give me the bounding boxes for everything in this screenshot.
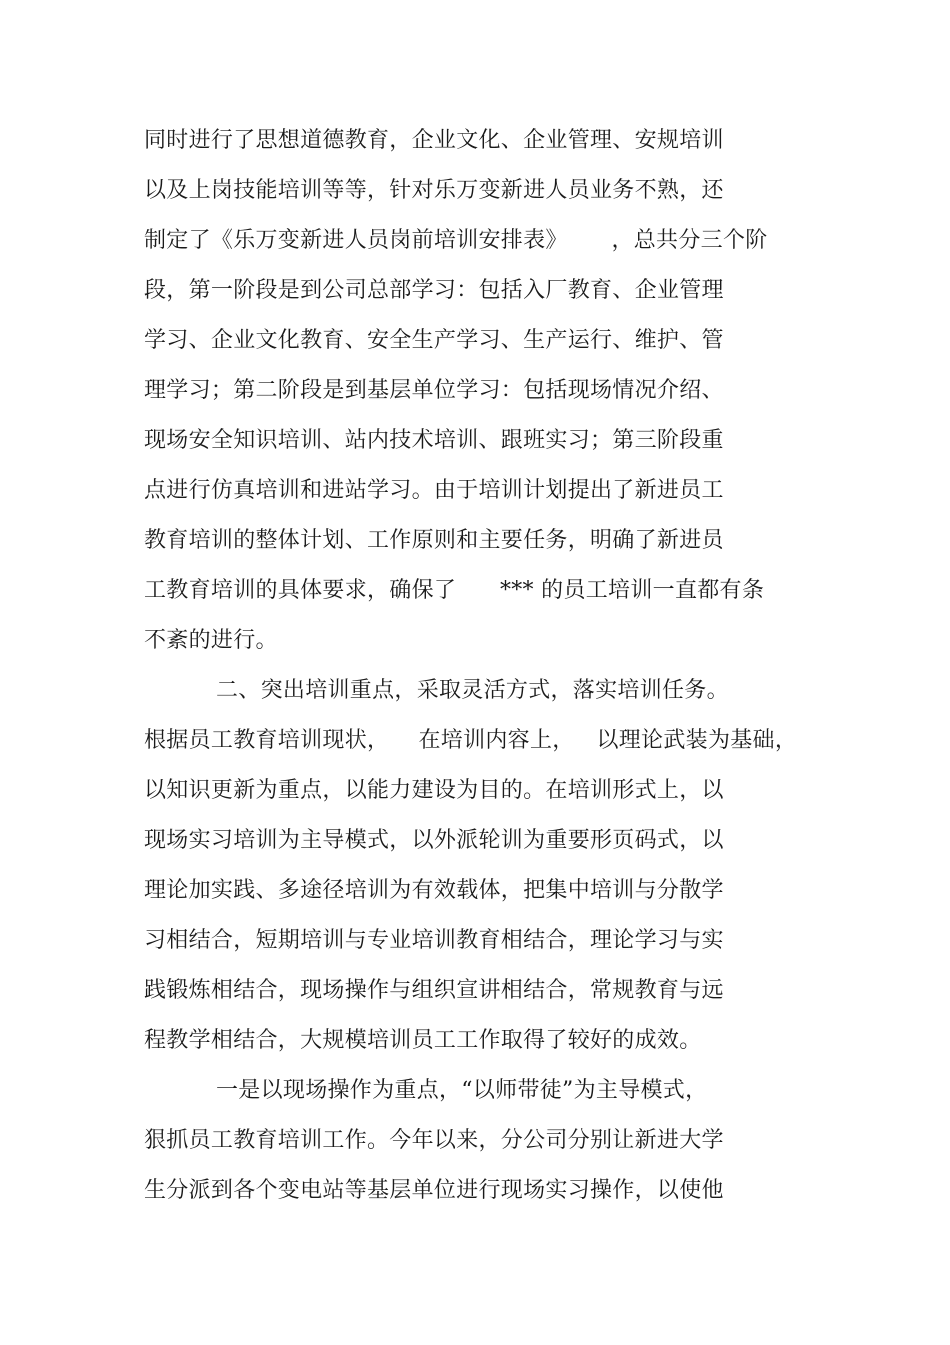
text-line: 理学习；第二阶段是到基层单位学习：包括现场情况介绍、 [144,378,724,403]
text-line: 不紊的进行。 [144,628,278,653]
text-line: 同时进行了思想道德教育，企业文化、企业管理、安规培训 [144,128,724,153]
section-heading: 二、突出培训重点，采取灵活方式，落实培训任务。 [216,678,729,703]
text-line: 习相结合，短期培训与专业培训教育相结合，理论学习与实 [144,928,724,953]
text-line: 以及上岗技能培训等等，针对乐万变新进人员业务不熟，还 [144,178,724,203]
text-line: 程教学相结合，大规模培训员工工作取得了较好的成效。 [144,1028,702,1053]
text-line: 践锻炼相结合，现场操作与组织宣讲相结合，常规教育与远 [144,978,724,1003]
text-line: 点进行仿真培训和进站学习。由于培训计划提出了新进员工 [144,478,724,503]
text-line: 根据员工教育培训现状， 在培训内容上， 以理论武装为基础， [144,728,798,753]
text-line: 制定了《乐万变新进人员岗前培训安排表》 ，总共分三个阶 [144,228,768,253]
text-line: 生分派到各个变电站等基层单位进行现场实习操作，以使他 [144,1178,724,1203]
text-line: 学习、企业文化教育、安全生产学习、生产运行、维护、管 [144,328,724,353]
text-line: 现场安全知识培训、站内技术培训、跟班实习；第三阶段重 [144,428,724,453]
text-line: 狠抓员工教育培训工作。今年以来，分公司分别让新进大学 [144,1128,724,1153]
text-line: 工教育培训的具体要求，确保了 *** 的员工培训一直都有条 [144,578,765,603]
text-line: 以知识更新为重点，以能力建设为目的。在培训形式上，以 [144,778,724,803]
text-line: 理论加实践、多途径培训为有效载体，把集中培训与分散学 [144,878,724,903]
text-line: 教育培训的整体计划、工作原则和主要任务，明确了新进员 [144,528,724,553]
text-line: 段，第一阶段是到公司总部学习：包括入厂教育、企业管理 [144,278,724,303]
text-line: 现场实习培训为主导模式，以外派轮训为重要形页码式，以 [144,828,724,853]
paragraph-first-line: 一是以现场操作为重点，“以师带徒”为主导模式， [216,1078,708,1103]
